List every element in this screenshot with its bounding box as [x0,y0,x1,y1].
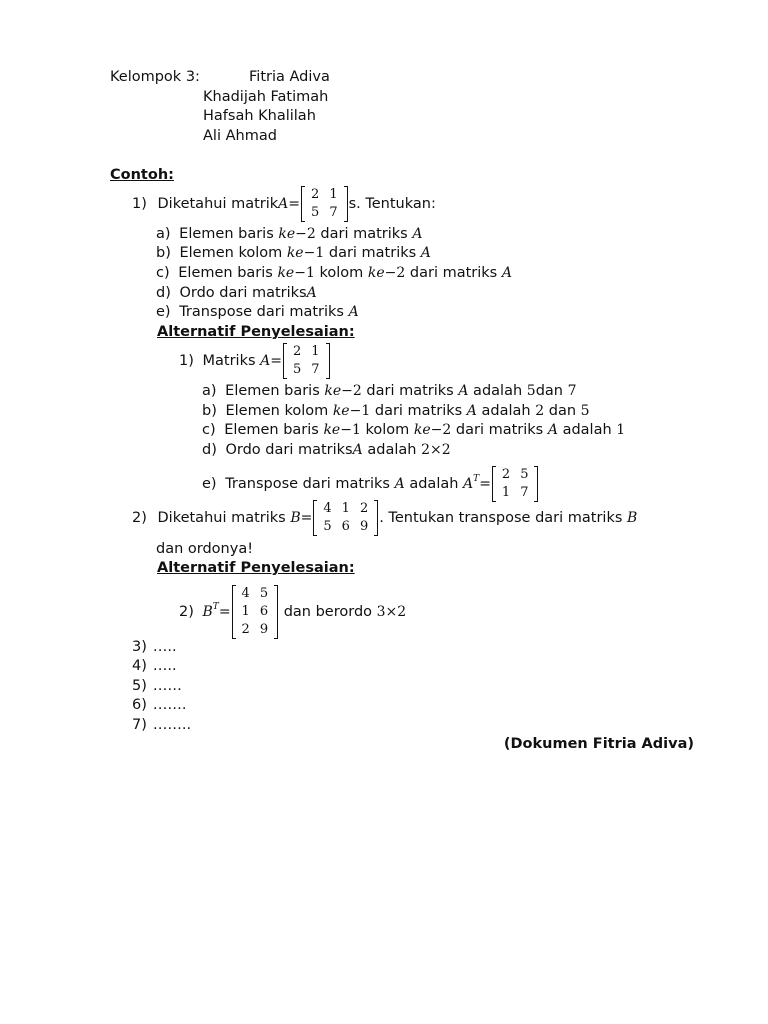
matrix-cell: 2 [359,501,369,516]
matrix-cell: 2 [501,467,511,482]
list-item: 6) ……. [132,697,187,713]
footer-note: (Dokumen Fitria Adiva) [503,736,694,752]
q2-tail: . Tentukan transpose dari matriks [379,510,628,526]
sol2-line: 2) $B^T=$ 4 5 1 6 2 9 dan berordo 3×2 [179,586,407,637]
matrix-cell: 5 [520,467,529,482]
q1-intro: Diketahui matrik [157,196,279,212]
q1-item-c [156,264,512,282]
matrix-cell: 1 [341,501,350,516]
matrix-cell: 6 [259,604,269,619]
matrix-cell: 7 [329,205,338,220]
matrix-cell: 4 [241,586,250,601]
matrix-cell: 6 [341,519,350,534]
item-math: ke [278,226,296,242]
item-label: d) [156,285,171,301]
member-4: Ali Ahmad [203,128,277,144]
item-label: b) [156,245,171,261]
matrix-cell: 1 [241,604,250,619]
item-text: Elemen kolom [179,245,287,261]
sol1-item-c: c) Elemen baris ke−1 kolom ke−2 dari matriks A adalah 1 [202,422,626,438]
item-text: dari matriks [315,226,413,242]
q2-intro: Diketahui matriks [157,510,291,526]
q2-line: 2) Diketahui matriks B= 4 1 2 5 6 9 . Tentukan transpose dari matriks B [132,501,638,534]
item-math: A [306,285,317,301]
q1-tail: s. Tentukan: [348,196,436,212]
contoh-title: Contoh: [110,167,174,183]
matrix-cell: 9 [259,622,269,637]
matrix-cell: 5 [323,519,332,534]
list-item: 7) …….. [132,717,192,733]
item-label: e) [156,304,171,320]
matrix-cell: 1 [311,344,320,359]
q1-line: 1) Diketahui matrikA= 2 1 5 7 s. Tentukan: [132,187,436,220]
q1-alt-title: Alternatif Penyelesaian: [157,324,355,340]
q1-matrix-name: A [278,196,289,212]
matrix-cell: 5 [311,205,320,220]
matrix-cell: 7 [311,362,320,377]
q2-tail-math: B [627,510,638,526]
list-item: 3) ….. [132,639,177,655]
item-math: ke [277,265,295,281]
sol1-matrix [283,343,330,379]
sol-number: 2) [179,604,194,620]
item-text: dari matriks [405,265,502,281]
matrix-cell: 2 [293,344,302,359]
item-math: A [420,245,431,261]
q1-item-b [156,244,431,262]
item-label: a) [156,226,171,242]
q1-item-d [156,284,317,302]
item-op: −1 [303,245,325,261]
item-text: Ordo dari matriks [179,285,307,301]
matrix-cell: 9 [359,519,369,534]
item-math: ke [286,245,304,261]
sol2-tail: dan berordo [279,604,377,620]
q1-matrix [301,186,348,222]
matrix-cell: 1 [329,187,338,202]
sol1-line: 1) Matriks A= 2 1 5 7 [179,343,331,379]
q2-alt-title: Alternatif Penyelesaian: [157,560,355,576]
q2-line2: dan ordonya! [156,541,254,557]
matrix-cell: 5 [293,362,302,377]
sol1-item-a: a) Elemen baris ke−2 dari matriks A adalah 5dan 7 [202,383,577,399]
item-label: c) [156,265,170,281]
member-2: Khadijah Fatimah [203,89,329,105]
matrix-cell: 2 [311,187,320,202]
matrix-cell: 4 [323,501,332,516]
item-op: −2 [384,265,406,281]
sol1-item-b: b) Elemen kolom ke−1 dari matriks A adalah 2 dan 5 [202,403,590,419]
list-item: 4) ….. [132,658,177,674]
sol1-item-e: e) Transpose dari matriks A adalah $A^T=$ 2 5 1 7 [202,461,539,502]
item-math: ke [367,265,385,281]
sol-intro: Matriks [202,353,261,369]
member-3: Hafsah Khalilah [203,108,316,124]
q2-number: 2) [132,510,147,526]
item-op: −2 [295,226,316,242]
sol-matrix-name: A [260,353,271,369]
matrix-cell: 7 [520,485,529,500]
item-text: Elemen baris [179,226,279,242]
matrix-cell: 2 [241,622,250,637]
member-1: Fitria Adiva [249,69,330,85]
sol1-item-d: d) Ordo dari matriksA adalah 2×2 [202,442,451,458]
item-text: kolom [314,265,368,281]
item-math: A [412,226,423,242]
item-op: −1 [294,265,315,281]
sol1-transpose-matrix [492,466,539,502]
item-text: Transpose dari matriks [179,304,349,320]
sol-matrix-name: B [202,604,213,620]
item-math: A [348,304,359,320]
sol-number: 1) [179,353,194,369]
item-math: A [501,265,512,281]
q2-matrix-name: B [290,510,301,526]
sol2-order: 3×2 [376,604,407,620]
q1-number: 1) [132,196,147,212]
q1-item-e [156,303,359,321]
item-text: Elemen baris [178,265,278,281]
q2-matrix [313,500,378,536]
matrix-cell: 5 [259,586,269,601]
group-label: Kelompok 3: [110,69,200,85]
item-text: dari matriks [324,245,421,261]
sol2-matrix [232,585,279,639]
matrix-cell: 1 [501,485,511,500]
list-item: 5) …… [132,678,182,694]
q1-item-a [156,225,422,243]
